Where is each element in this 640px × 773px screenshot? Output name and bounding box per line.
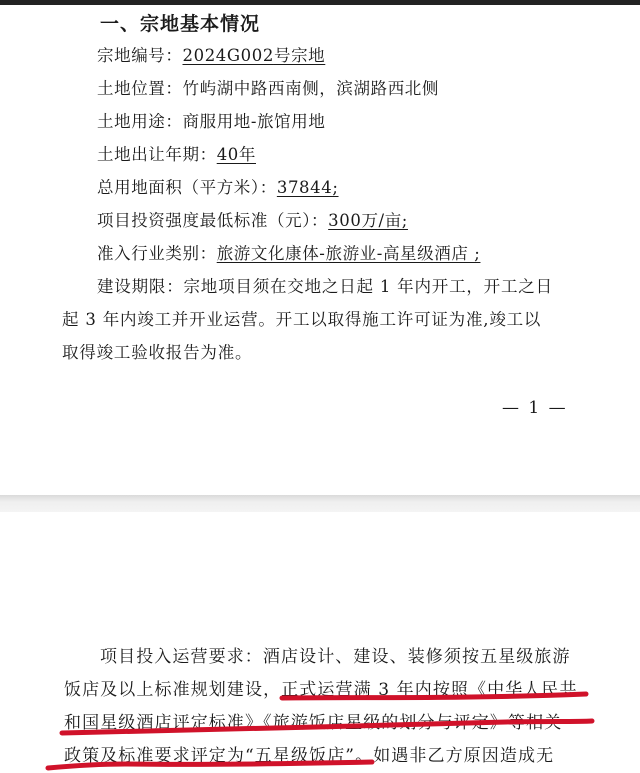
red-ink-annotations — [0, 512, 640, 773]
field-label: 总用地面积（平方米）： — [97, 178, 277, 197]
section-heading: 一、宗地基本情况 — [100, 13, 261, 35]
field-label: 土地出让年期： — [97, 145, 217, 164]
construction-line-1: 建设期限：宗地项目须在交地之日起 1 年内开工，开工之日 — [97, 277, 553, 296]
field-value: 旅游文化康体-旅游业-高星级酒店 ; — [216, 244, 481, 263]
requirement-line-1: 项目投入运营要求：酒店设计、建设、装修须按五星级旅游 — [100, 647, 571, 667]
field-value: 商服用地-旅馆用地 — [182, 112, 326, 131]
field-label: 项目投资强度最低标准（元）： — [97, 211, 329, 230]
field-label: 土地位置： — [97, 79, 183, 98]
red-underline-2 — [62, 721, 592, 733]
field-label: 土地用途： — [97, 112, 183, 131]
document-page-1 — [0, 5, 640, 495]
highlighted-text: 政策及标准要求评定为 — [64, 746, 245, 766]
page-gap — [0, 495, 640, 512]
field-suffix: 号宗地 — [273, 46, 326, 65]
field-label: 准入行业类别： — [97, 244, 217, 263]
highlighted-text: 正式运营满 3 年内按照《中华人民共 — [281, 680, 578, 700]
field-lease-term — [97, 141, 256, 165]
quoted-title: “五星级饭店” — [245, 746, 356, 766]
field-industry-category — [97, 240, 480, 264]
field-investment-intensity — [97, 207, 408, 231]
plain-text: 。如遇非乙方原因造成无 — [355, 746, 555, 766]
field-total-area — [97, 174, 339, 198]
field-value: 37844; — [276, 178, 339, 197]
field-label: 宗地编号： — [97, 46, 183, 65]
field-value: 40年 — [216, 145, 256, 164]
plain-text: 饭店及以上标准规划建设， — [64, 680, 282, 700]
field-value: 2024G002 — [182, 46, 274, 65]
red-underline-1 — [282, 694, 586, 698]
field-land-location — [97, 75, 439, 99]
red-underline-3 — [48, 762, 372, 768]
field-land-use — [97, 108, 325, 132]
highlighted-text: 和国星级酒店评定标准》《旅游饭店星级的划分与评定》 — [64, 713, 508, 733]
construction-line-3: 取得竣工验收报告为准。 — [62, 343, 253, 362]
field-value: 竹屿湖中路西南侧，滨湖路西北侧 — [182, 79, 439, 98]
page-number: — 1 — — [502, 398, 568, 418]
field-parcel-number — [97, 42, 325, 66]
field-value: 300万/亩; — [328, 211, 408, 230]
construction-line-2: 起 3 年内竣工并开业运营。开工以取得施工许可证为准,竣工以 — [62, 310, 542, 329]
plain-text: 等相关 — [508, 713, 563, 733]
document-page-2 — [0, 512, 640, 773]
